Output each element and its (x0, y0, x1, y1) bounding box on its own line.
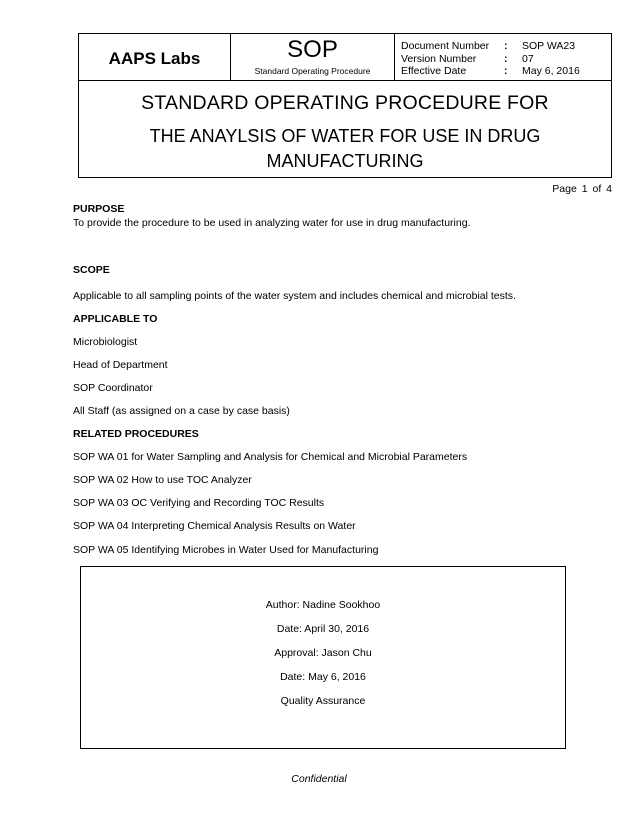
meta-value: 07 (522, 52, 534, 65)
scope-text: Applicable to all sampling points of the water system and includes chemical and microbial tests. (73, 290, 516, 302)
sop-block (231, 34, 395, 80)
applicable-item: Microbiologist (73, 336, 138, 348)
related-procedures-heading: RELATED PROCEDURES (73, 428, 199, 440)
meta-separator: : (504, 40, 508, 52)
signoff-date-approved: Date: May 6, 2016 (280, 671, 366, 683)
meta-effective-date (401, 65, 611, 78)
applicable-to-heading: APPLICABLE TO (73, 313, 158, 325)
meta-version-number (401, 53, 611, 66)
sop-title: SOP (287, 36, 338, 63)
page-indicator: Page 1 of 4 (552, 183, 612, 195)
company-name: AAPS Labs (79, 34, 231, 80)
signoff-department: Quality Assurance (280, 695, 366, 707)
related-procedure-item: SOP WA 05 Identifying Microbes in Water Used for Manufacturing (73, 544, 379, 556)
meta-document-number (401, 40, 611, 53)
signoff-approval: Approval: Jason Chu (274, 647, 372, 659)
applicable-item: All Staff (as assigned on a case by case basis) (73, 405, 290, 417)
applicable-item: Head of Department (73, 359, 168, 371)
signoff-date-authored: Date: April 30, 2016 (276, 623, 370, 635)
related-procedure-item: SOP WA 02 How to use TOC Analyzer (73, 474, 252, 486)
purpose-text: To provide the procedure to be used in analyzing water for use in drug manufacturing. (73, 217, 471, 229)
purpose-heading: PURPOSE (73, 203, 125, 215)
meta-separator: : (504, 65, 508, 77)
signoff-author: Author: Nadine Sookhoo (265, 599, 381, 611)
document-title-box (78, 81, 612, 178)
meta-separator: : (504, 52, 508, 65)
confidential-footer: Confidential (291, 773, 347, 785)
meta-label: Effective Date (401, 65, 467, 77)
meta-value: SOP WA23 (522, 40, 576, 52)
meta-label: Document Number (401, 40, 490, 52)
meta-value: May 6, 2016 (522, 65, 580, 77)
title-line-1: STANDARD OPERATING PROCEDURE FOR (141, 92, 549, 114)
scope-heading: SCOPE (73, 264, 110, 276)
meta-label: Version Number (401, 52, 477, 65)
related-procedure-item: SOP WA 03 OC Verifying and Recording TOC Results (73, 497, 325, 509)
applicable-item: SOP Coordinator (73, 382, 153, 394)
related-procedure-item: SOP WA 04 Interpreting Chemical Analysis Results on Water (73, 520, 356, 532)
sop-subtitle: Standard Operating Procedure (254, 66, 371, 76)
document-meta (395, 34, 611, 80)
document-header (78, 33, 612, 81)
title-line-3: MANUFACTURING (266, 151, 424, 171)
signoff-box (80, 566, 566, 749)
related-procedure-item: SOP WA 01 for Water Sampling and Analysis for Chemical and Microbial Parameters (73, 451, 468, 463)
title-line-2: THE ANAYLSIS OF WATER FOR USE IN DRUG (149, 126, 541, 146)
